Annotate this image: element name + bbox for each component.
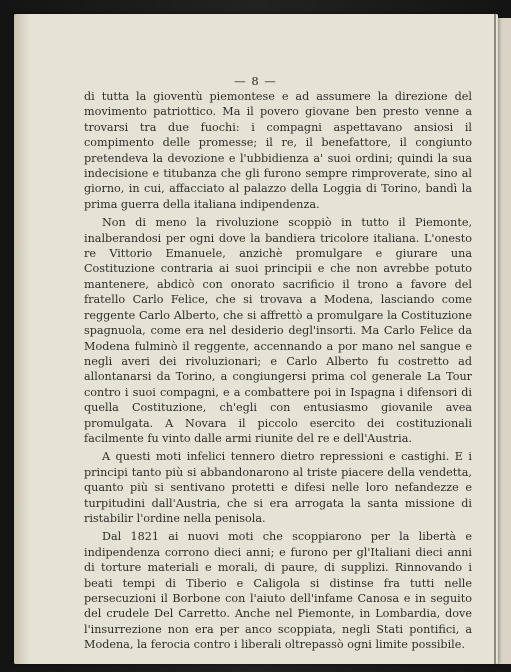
- body-text: [84, 89, 472, 653]
- page-number: — 8 —: [234, 74, 277, 88]
- page-fold-line: [494, 14, 496, 664]
- next-page-edge: [496, 18, 511, 664]
- paragraph-3: A questi moti infelici tennero dietro repressioni e castighi. E i principi tanto più si abbandonarono al triste piacere della vendetta, quanto più si sentivano protetti e difesi nelle loro nefandezze e turpitudini dall'Austria, che si era arrogata la santa missione di ristabilir l'ordine nella penisola.: [84, 450, 472, 525]
- paragraph-1: di tutta la gioventù piemontese e ad assumere la direzione del movimento patriottico. Ma il povero giovane ben presto venne a trovarsi tra due fuochi: i compagni aspettavano ansiosi il compimento delle promesse; il re, il benefattore, il congiunto pretendeva la devozione e l'ubbidienza a' suoi ordini; quindi la sua indecisione e titubanza che gli furono sempre rimproverate, sino al giorno, in cui, affacciato al palazzo della Loggia di Torino, bandì la prima guerra della italiana indipendenza.: [84, 90, 472, 211]
- paragraph-4: Dal 1821 ai nuovi moti che scoppiarono per la libertà e indipendenza corrono dieci anni; e furono per gl'Italiani dieci anni di torture materiali e morali, di paure, di supplizi. Rinnovando i beati tempi di Tiberio e Caligola si distinse fra tutti nelle persecuzioni il Borbone con l'aiuto dell'infame Canosa e in seguito del crudele Del Carretto. Anche nel Piemonte, in Lombardia, dove l'insurrezione non era per anco scoppiata, negli Stati pontifici, a Modena, la ferocia contro i liberali oltrepassò ogni limite possibile.: [84, 530, 472, 652]
- paragraph-2: Non di meno la rivoluzione scoppiò in tutto il Piemonte, inalberandosi per ogni dove la bandiera tricolore italiana. L'onesto re Vittorio Emanuele, anzichè promulgare e giurare una Costituzione contraria ai suoi principii e che non avrebbe potuto mantenere, abdicò con onorato sacrificio il trono a favore del fratello Carlo Felice, che si trovava a Modena, lasciando come reggente Carlo Alberto, che si affrettò a promulgare la Costituzione spagnuola, come era nel desiderio degl'insorti. Ma Carlo Felice da Modena fulminò il reggente, accennando a por mano nel sangue e negli averi dei rivoluzionari; e Carlo Alberto fu costretto ad allontanarsi da Torino, a congiungersi prima col generale La Tour contro i suoi compagni, e a combattere poi in Ispagna i difensori di quella Costituzione, ch'egli con entusiasmo giovanile avea promulgata. A Novara il piccolo esercito dei costituzionali facilmente fu vinto dalle armi riunite del re e dell'Austria.: [84, 216, 472, 445]
